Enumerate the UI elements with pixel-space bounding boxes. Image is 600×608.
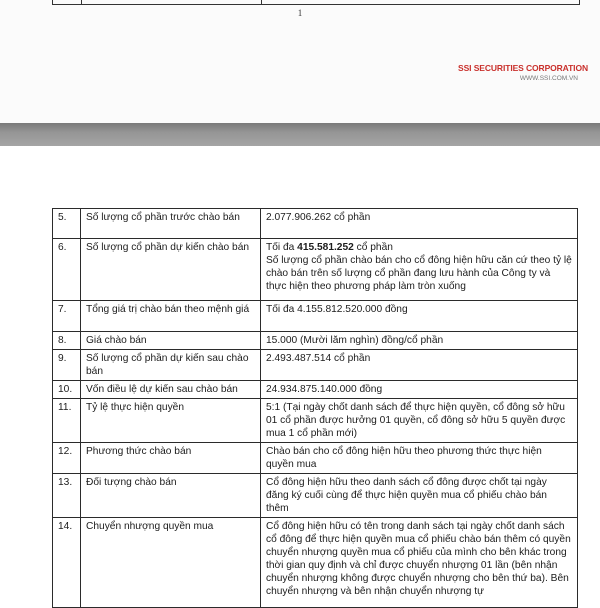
row-label: Số lượng cổ phần dự kiến sau chào bán	[81, 350, 261, 381]
value-note: Số lượng cổ phần chào bán cho cổ đông hiện hữu căn cứ theo tỷ lệ chào bán trên số lượng cổ phần đang lưu hành của Công ty và thực hiện theo phương pháp làm tròn xuống	[266, 255, 572, 292]
row-number: 10.	[53, 381, 81, 399]
row-number: 13.	[53, 474, 81, 518]
page-separator	[0, 123, 600, 146]
row-label: Giá chào bán	[81, 332, 261, 350]
table-row	[53, 332, 578, 350]
company-name: SSI SECURITIES CORPORATION	[458, 63, 588, 73]
row-label: Vốn điều lệ dự kiến sau chào bán	[81, 381, 261, 399]
row-label: Tổng giá trị chào bán theo mệnh giá	[81, 301, 261, 332]
table-row	[53, 474, 578, 518]
row-label: Chuyển nhượng quyền mua	[81, 518, 261, 608]
page-number: 1	[297, 8, 303, 18]
row-value: 2.493.487.514 cổ phần	[261, 350, 578, 381]
value-line	[266, 241, 572, 254]
row-value: Cổ đông hiện hữu theo danh sách cổ đông được chốt tại ngày đăng ký cuối cùng để thực hiện quyền mua cổ phiếu chào bán thêm	[261, 474, 578, 518]
row-label: Số lượng cổ phần dự kiến chào bán	[81, 239, 261, 301]
row-value: Chào bán cho cổ đông hiện hữu theo phương thức thực hiện quyền mua	[261, 443, 578, 474]
row-number: 14.	[53, 518, 81, 608]
table-divider	[81, 0, 82, 4]
row-label: Số lượng cổ phần trước chào bán	[81, 209, 261, 239]
table-row	[53, 399, 578, 443]
table-row	[53, 301, 578, 332]
offering-table	[52, 208, 578, 608]
row-number: 8.	[53, 332, 81, 350]
row-value: 24.934.875.140.000 đồng	[261, 381, 578, 399]
row-value: 2.077.906.262 cổ phần	[261, 209, 578, 239]
row-value: Tối đa 4.155.812.520.000 đồng	[261, 301, 578, 332]
row-value	[261, 239, 578, 301]
table-row	[53, 518, 578, 608]
row-label: Phương thức chào bán	[81, 443, 261, 474]
previous-page	[0, 0, 600, 123]
row-value: Cổ đông hiện hữu có tên trong danh sách tại ngày chốt danh sách cổ đông để thực hiện quyền mua cổ phiếu chào bán thêm có quyền chuyển nhượng quyền mua cổ phiếu của mình cho bên khác trong thời gian quy định và chỉ được chuyển nhượng 01 lần (bên nhận chuyển nhượng không được chuyển nhượng cho bên thứ ba). Bên chuyển nhượng và bên nhận chuyển nhượng tự	[261, 518, 578, 608]
share-count: 415.581.252	[297, 242, 354, 253]
table-row	[53, 209, 578, 239]
row-number: 9.	[53, 350, 81, 381]
value-suffix: cổ phần	[353, 242, 393, 253]
table-row	[53, 381, 578, 399]
row-label: Tỷ lệ thực hiện quyền	[81, 399, 261, 443]
table-divider	[261, 0, 262, 4]
previous-table-edge	[52, 0, 580, 5]
row-value: 15.000 (Mười lăm nghìn) đồng/cổ phần	[261, 332, 578, 350]
table-row	[53, 239, 578, 301]
row-number: 5.	[53, 209, 81, 239]
value-prefix: Tối đa	[266, 242, 298, 253]
row-number: 7.	[53, 301, 81, 332]
company-website: WWW.SSI.COM.VN	[519, 75, 578, 82]
row-label: Đối tượng chào bán	[81, 474, 261, 518]
table-row	[53, 443, 578, 474]
row-value: 5:1 (Tại ngày chốt danh sách để thực hiện quyền, cổ đông sở hữu 01 cổ phần được hưởng 01 quyền, cổ đông sở hữu 5 quyền được mua 1 cổ phần mới)	[261, 399, 578, 443]
row-number: 11.	[53, 399, 81, 443]
row-number: 12.	[53, 443, 81, 474]
row-number: 6.	[53, 239, 81, 301]
table-row	[53, 350, 578, 381]
